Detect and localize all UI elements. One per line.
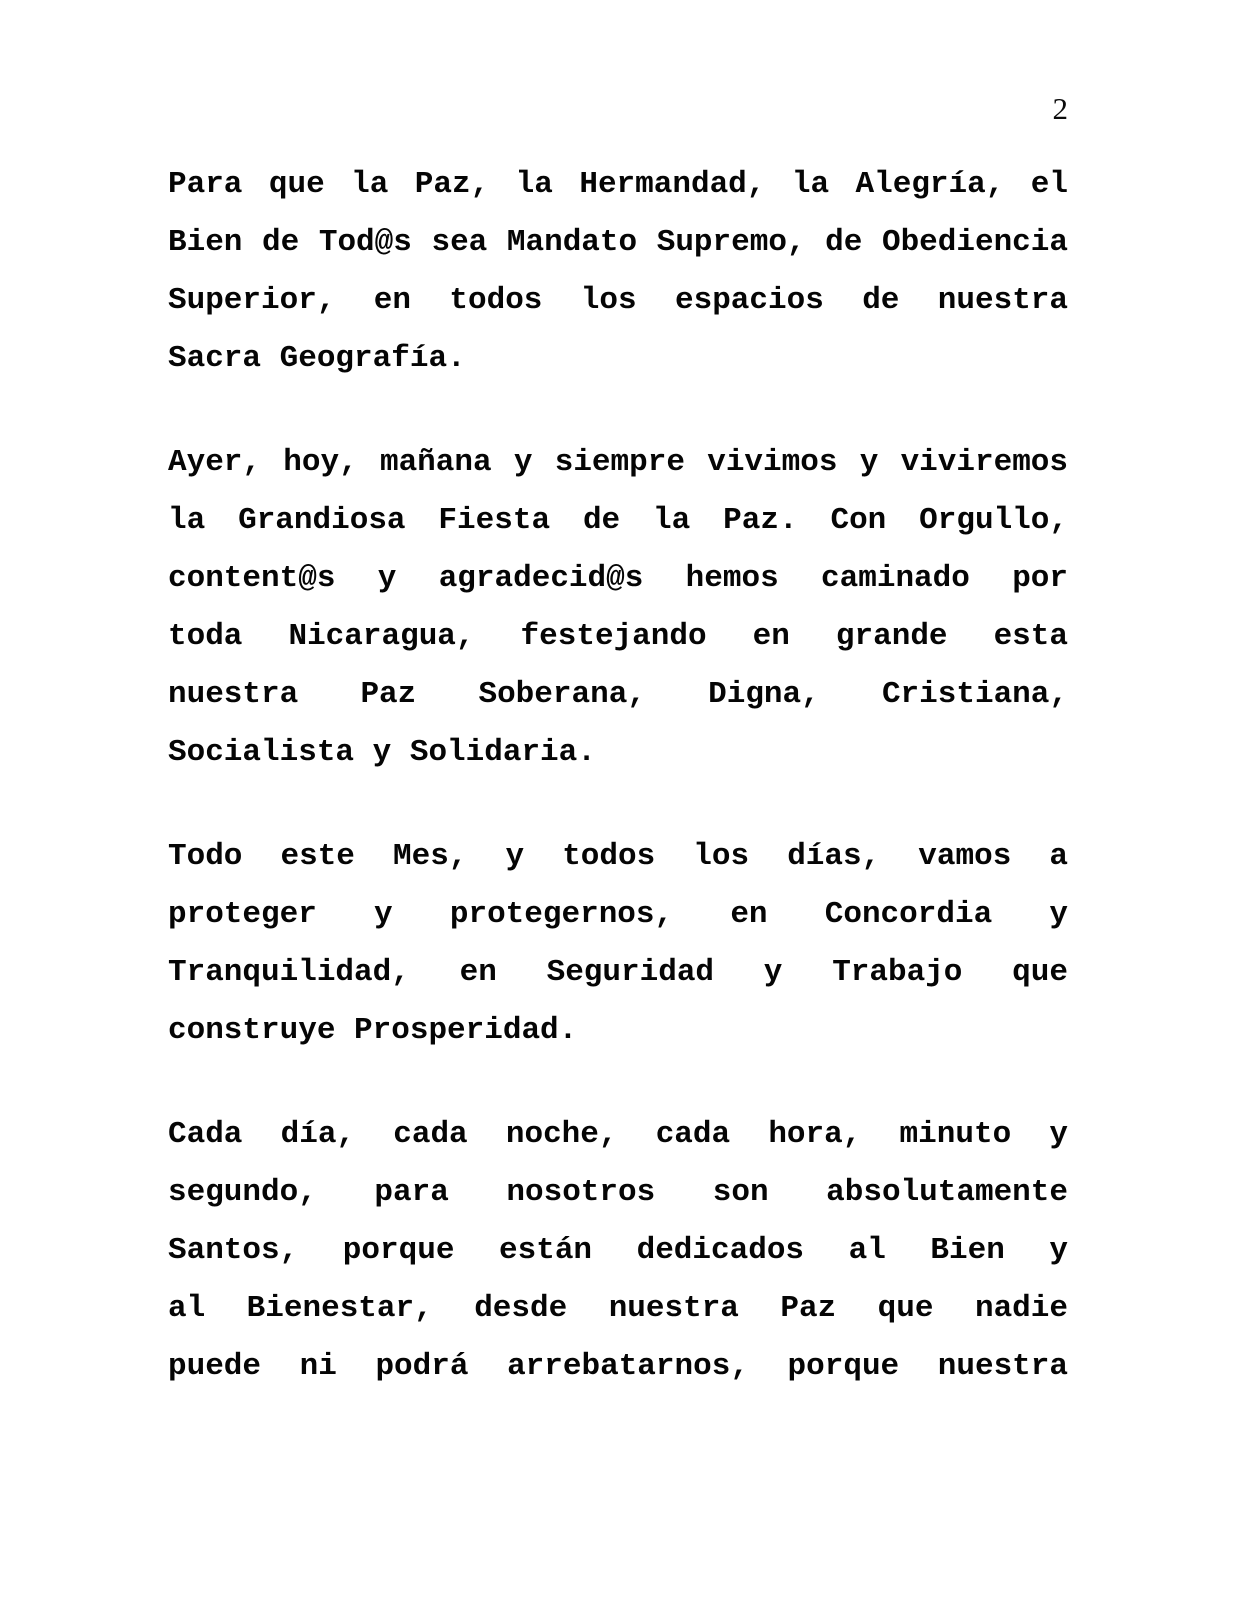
text-line: content@s y agradecid@s hemos caminado por — [168, 561, 1068, 596]
text-line: la Grandiosa Fiesta de la Paz. Con Orgullo, — [168, 503, 1068, 538]
text-line: al Bienestar, desde nuestra Paz que nadie — [168, 1291, 1068, 1326]
text-line: Tranquilidad, en Seguridad y Trabajo que — [168, 955, 1068, 990]
document-body — [168, 156, 1068, 1442]
text-line: Ayer, hoy, mañana y siempre vivimos y viviremos — [168, 445, 1068, 480]
paragraph — [168, 156, 1068, 388]
text-line: Sacra Geografía. — [168, 341, 466, 376]
paragraph — [168, 434, 1068, 782]
text-line: construye Prosperidad. — [168, 1013, 578, 1048]
text-line: Superior, en todos los espacios de nuestra — [168, 283, 1068, 318]
paragraph — [168, 1106, 1068, 1396]
paragraph — [168, 828, 1068, 1060]
text-line: segundo, para nosotros son absolutamente — [168, 1175, 1068, 1210]
text-line: Para que la Paz, la Hermandad, la Alegría, el — [168, 167, 1068, 202]
text-line: proteger y protegernos, en Concordia y — [168, 897, 1068, 932]
text-line: puede ni podrá arrebatarnos, porque nuestra — [168, 1349, 1068, 1384]
text-line: Santos, porque están dedicados al Bien y — [168, 1233, 1068, 1268]
text-line: Socialista y Solidaria. — [168, 735, 596, 770]
text-line: toda Nicaragua, festejando en grande esta — [168, 619, 1068, 654]
text-line: Cada día, cada noche, cada hora, minuto y — [168, 1117, 1068, 1152]
page-number: 2 — [1052, 91, 1068, 126]
text-line: nuestra Paz Soberana, Digna, Cristiana, — [168, 677, 1068, 712]
text-line: Todo este Mes, y todos los días, vamos a — [168, 839, 1068, 874]
text-line: Bien de Tod@s sea Mandato Supremo, de Obediencia — [168, 225, 1068, 260]
